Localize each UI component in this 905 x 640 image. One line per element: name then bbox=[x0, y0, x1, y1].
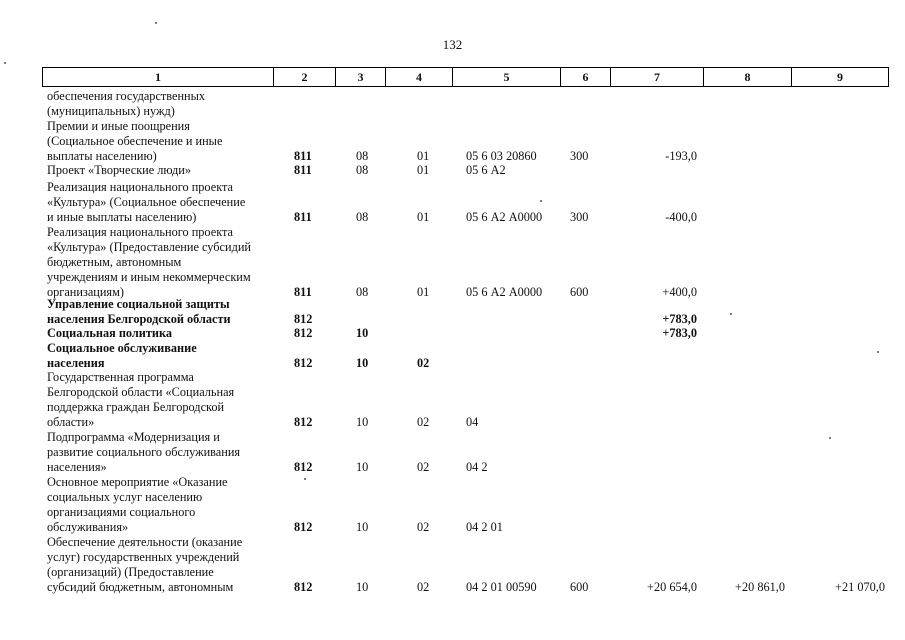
cell-c6: 300 bbox=[570, 210, 589, 224]
cell-c2: 812 bbox=[294, 460, 313, 474]
description-line: и иные выплаты населению) bbox=[47, 210, 197, 224]
description-line: обслуживания» bbox=[47, 520, 129, 534]
scan-speck bbox=[155, 22, 157, 24]
cell-c2: 812 bbox=[294, 326, 313, 340]
cell-c6: 300 bbox=[570, 149, 589, 163]
cell-c2: 812 bbox=[294, 580, 313, 594]
cell-c4: 01 bbox=[417, 285, 430, 299]
row-description bbox=[47, 119, 267, 164]
cell-c5: 05 6 А2 bbox=[466, 163, 506, 177]
cell-c3: 08 bbox=[356, 285, 369, 299]
header-col-7: 7 bbox=[610, 68, 703, 86]
cell-c4: 02 bbox=[417, 520, 430, 534]
cell-c3: 10 bbox=[356, 356, 369, 370]
page-number: 132 bbox=[442, 37, 463, 52]
cell-c3: 10 bbox=[356, 520, 369, 534]
description-line: развитие социального обслуживания bbox=[47, 445, 241, 459]
description-line: Премии и иные поощрения bbox=[47, 119, 190, 133]
description-line: населения» bbox=[47, 460, 107, 474]
cell-c2: 812 bbox=[294, 356, 313, 370]
description-line: выплаты населению) bbox=[47, 149, 157, 163]
cell-c2: 811 bbox=[294, 149, 312, 163]
cell-c3: 08 bbox=[356, 163, 369, 177]
description-line: Социальная политика bbox=[47, 326, 173, 340]
cell-c3: 10 bbox=[356, 580, 369, 594]
description-line: учреждениям и иным некоммерческим bbox=[47, 270, 251, 284]
scan-speck bbox=[540, 200, 542, 202]
description-line: (организаций) (Предоставление bbox=[47, 565, 214, 579]
cell-c5: 05 6 А2 А0000 bbox=[466, 210, 543, 224]
cell-c3: 10 bbox=[356, 460, 369, 474]
row-description bbox=[47, 163, 267, 178]
cell-c5: 05 6 03 20860 bbox=[466, 149, 537, 163]
row-description bbox=[47, 535, 267, 595]
cell-c3: 08 bbox=[356, 210, 369, 224]
header-col-8: 8 bbox=[703, 68, 791, 86]
description-line: Реализация национального проекта bbox=[47, 180, 233, 194]
header-col-5: 5 bbox=[452, 68, 560, 86]
row-description bbox=[47, 475, 267, 535]
description-line: области» bbox=[47, 415, 95, 429]
header-col-2: 2 bbox=[273, 68, 335, 86]
cell-c5: 04 2 01 bbox=[466, 520, 503, 534]
description-line: обеспечения государственных bbox=[47, 89, 206, 103]
row-description bbox=[47, 430, 267, 475]
cell-c5: 04 2 bbox=[466, 460, 488, 474]
scan-speck bbox=[877, 351, 879, 353]
cell-c7: +20 654,0 bbox=[647, 580, 697, 594]
cell-c2: 812 bbox=[294, 312, 313, 326]
row-description bbox=[47, 341, 267, 371]
cell-c2: 812 bbox=[294, 520, 313, 534]
description-line: «Культура» (Социальное обеспечение bbox=[47, 195, 246, 209]
row-description bbox=[47, 225, 267, 300]
cell-c3: 10 bbox=[356, 326, 369, 340]
cell-c9: +21 070,0 bbox=[835, 580, 885, 594]
row-description bbox=[47, 180, 267, 225]
cell-c4: 02 bbox=[417, 415, 430, 429]
cell-c7: +400,0 bbox=[662, 285, 697, 299]
description-line: Белгородской области «Социальная bbox=[47, 385, 235, 399]
scan-speck bbox=[829, 437, 831, 439]
cell-c7: +783,0 bbox=[662, 312, 697, 326]
cell-c2: 811 bbox=[294, 163, 312, 177]
header-col-6: 6 bbox=[560, 68, 610, 86]
description-line: Социальное обслуживание bbox=[47, 341, 197, 355]
description-line: населения bbox=[47, 356, 105, 370]
cell-c6: 600 bbox=[570, 285, 589, 299]
scan-speck bbox=[730, 313, 732, 315]
description-line: Управление социальной защиты bbox=[47, 297, 230, 311]
cell-c4: 01 bbox=[417, 210, 430, 224]
description-line: населения Белгородской области bbox=[47, 312, 231, 326]
cell-c4: 02 bbox=[417, 356, 430, 370]
description-line: субсидий бюджетным, автономным bbox=[47, 580, 234, 594]
cell-c2: 811 bbox=[294, 210, 312, 224]
description-line: бюджетным, автономным bbox=[47, 255, 182, 269]
description-line: организациями социального bbox=[47, 505, 196, 519]
row-description bbox=[47, 89, 267, 119]
description-line: поддержка граждан Белгородской bbox=[47, 400, 225, 414]
cell-c4: 01 bbox=[417, 163, 430, 177]
cell-c4: 02 bbox=[417, 460, 430, 474]
description-line: (Социальное обеспечение и иные bbox=[47, 134, 223, 148]
row-description bbox=[47, 297, 267, 327]
scan-speck bbox=[4, 62, 6, 64]
cell-c8: +20 861,0 bbox=[735, 580, 785, 594]
cell-c7: -400,0 bbox=[665, 210, 697, 224]
row-description bbox=[47, 326, 267, 341]
header-col-1: 1 bbox=[155, 70, 161, 84]
description-line: Реализация национального проекта bbox=[47, 225, 233, 239]
cell-c2: 811 bbox=[294, 285, 312, 299]
cell-c3: 08 bbox=[356, 149, 369, 163]
cell-c7: -193,0 bbox=[665, 149, 697, 163]
scan-speck bbox=[304, 478, 306, 480]
header-col-3: 3 bbox=[335, 68, 385, 86]
description-line: социальных услуг населению bbox=[47, 490, 203, 504]
cell-c5: 04 2 01 00590 bbox=[466, 580, 537, 594]
header-col-9: 9 bbox=[791, 68, 888, 86]
header-col-4: 4 bbox=[385, 68, 452, 86]
cell-c4: 02 bbox=[417, 580, 430, 594]
cell-c6: 600 bbox=[570, 580, 589, 594]
description-line: «Культура» (Предоставление субсидий bbox=[47, 240, 251, 254]
cell-c5: 05 6 А2 А0000 bbox=[466, 285, 543, 299]
row-description bbox=[47, 370, 267, 430]
cell-c2: 812 bbox=[294, 415, 313, 429]
cell-c7: +783,0 bbox=[662, 326, 697, 340]
description-line: услуг) государственных учреждений bbox=[47, 550, 240, 564]
description-line: Обеспечение деятельности (оказание bbox=[47, 535, 243, 549]
description-line: организациям) bbox=[47, 285, 124, 299]
description-line: Государственная программа bbox=[47, 370, 194, 384]
cell-c3: 10 bbox=[356, 415, 369, 429]
cell-c4: 01 bbox=[417, 149, 430, 163]
description-line: Подпрограмма «Модернизация и bbox=[47, 430, 220, 444]
description-line: Основное мероприятие «Оказание bbox=[47, 475, 228, 489]
description-line: (муниципальных) нужд) bbox=[47, 104, 175, 118]
description-line: Проект «Творческие люди» bbox=[47, 163, 191, 177]
table-header bbox=[42, 67, 889, 87]
cell-c5: 04 bbox=[466, 415, 479, 429]
